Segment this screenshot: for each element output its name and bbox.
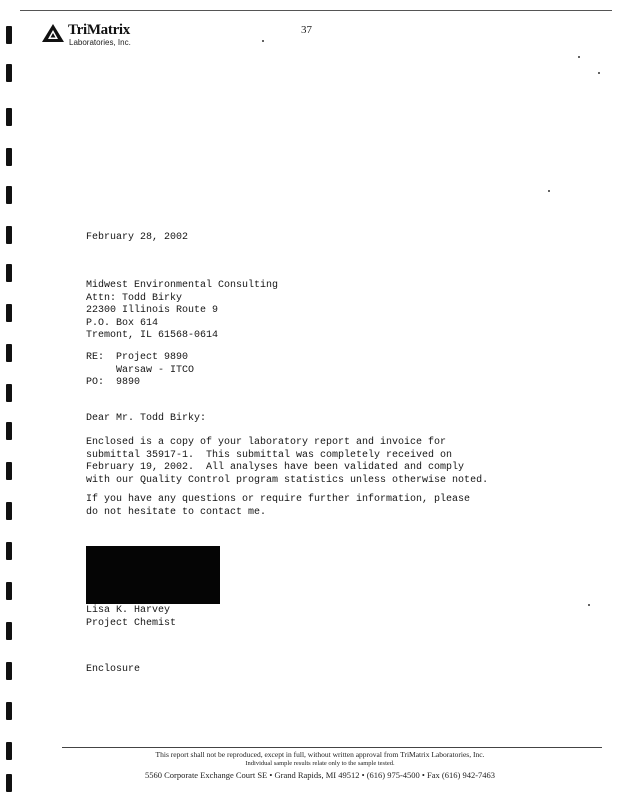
address-line: P.O. Box 614 [86,317,159,329]
salutation: Dear Mr. Todd Birky: [86,413,207,424]
address-line: Attn: Todd Birky [86,292,183,304]
signature-block [86,605,176,630]
reference-key: RE: [86,352,105,363]
recipient-address [86,280,278,343]
letter-date: February 28, 2002 [86,232,189,243]
footer-note: Individual sample results relate only to the sample tested. [245,760,395,767]
logo-mark-icon [42,24,64,42]
scan-speck [588,604,590,606]
scan-speck [578,56,580,58]
reference-value: Project 9890 [116,352,189,363]
reference-block [86,352,194,390]
reference-value: Warsaw - ITCO [116,364,195,376]
signer-name: Lisa K. Harvey [86,605,171,616]
body-paragraph: Enclosed is a copy of your laboratory report and invoice for submittal 35917-1. This submittal was completely received on February 19, 2002. All analyses have been validated and comply with our Quality Control program statistics unless otherwise noted. [86,437,489,486]
logo-name: TriMatrix [68,22,130,38]
reference-row [86,365,194,378]
reference-value: 9890 [116,377,141,389]
footer-rule [62,747,602,748]
reference-row [86,377,194,390]
signer-title: Project Chemist [86,617,177,629]
scan-speck [548,190,550,192]
footer-disclaimer: This report shall not be reproduced, except in full, without written approval from TriMatrix Laboratories, Inc. [155,750,485,759]
scan-speck [262,40,264,42]
address-line: Tremont, IL 61568-0614 [86,330,219,342]
scan-speck [598,72,600,74]
enclosure-note: Enclosure [86,664,141,675]
address-line: Midwest Environmental Consulting [86,280,279,291]
address-line: 22300 Illinois Route 9 [86,305,219,317]
footer-address: 5560 Corporate Exchange Court SE • Grand Rapids, MI 49512 • (616) 975-4500 • Fax (616) 942-7463 [144,770,496,780]
trimatrix-logo [42,20,152,50]
redacted-signature [86,546,220,604]
binder-holes [6,22,14,792]
top-rule [20,10,612,11]
reference-row [86,352,194,365]
reference-key: PO: [86,377,105,389]
body-paragraph: If you have any questions or require further information, please do not hesitate to contact me. [86,494,471,518]
logo-subtitle: Laboratories, Inc. [69,38,131,47]
reference-key [86,365,116,378]
page-number: 37 [301,24,312,36]
